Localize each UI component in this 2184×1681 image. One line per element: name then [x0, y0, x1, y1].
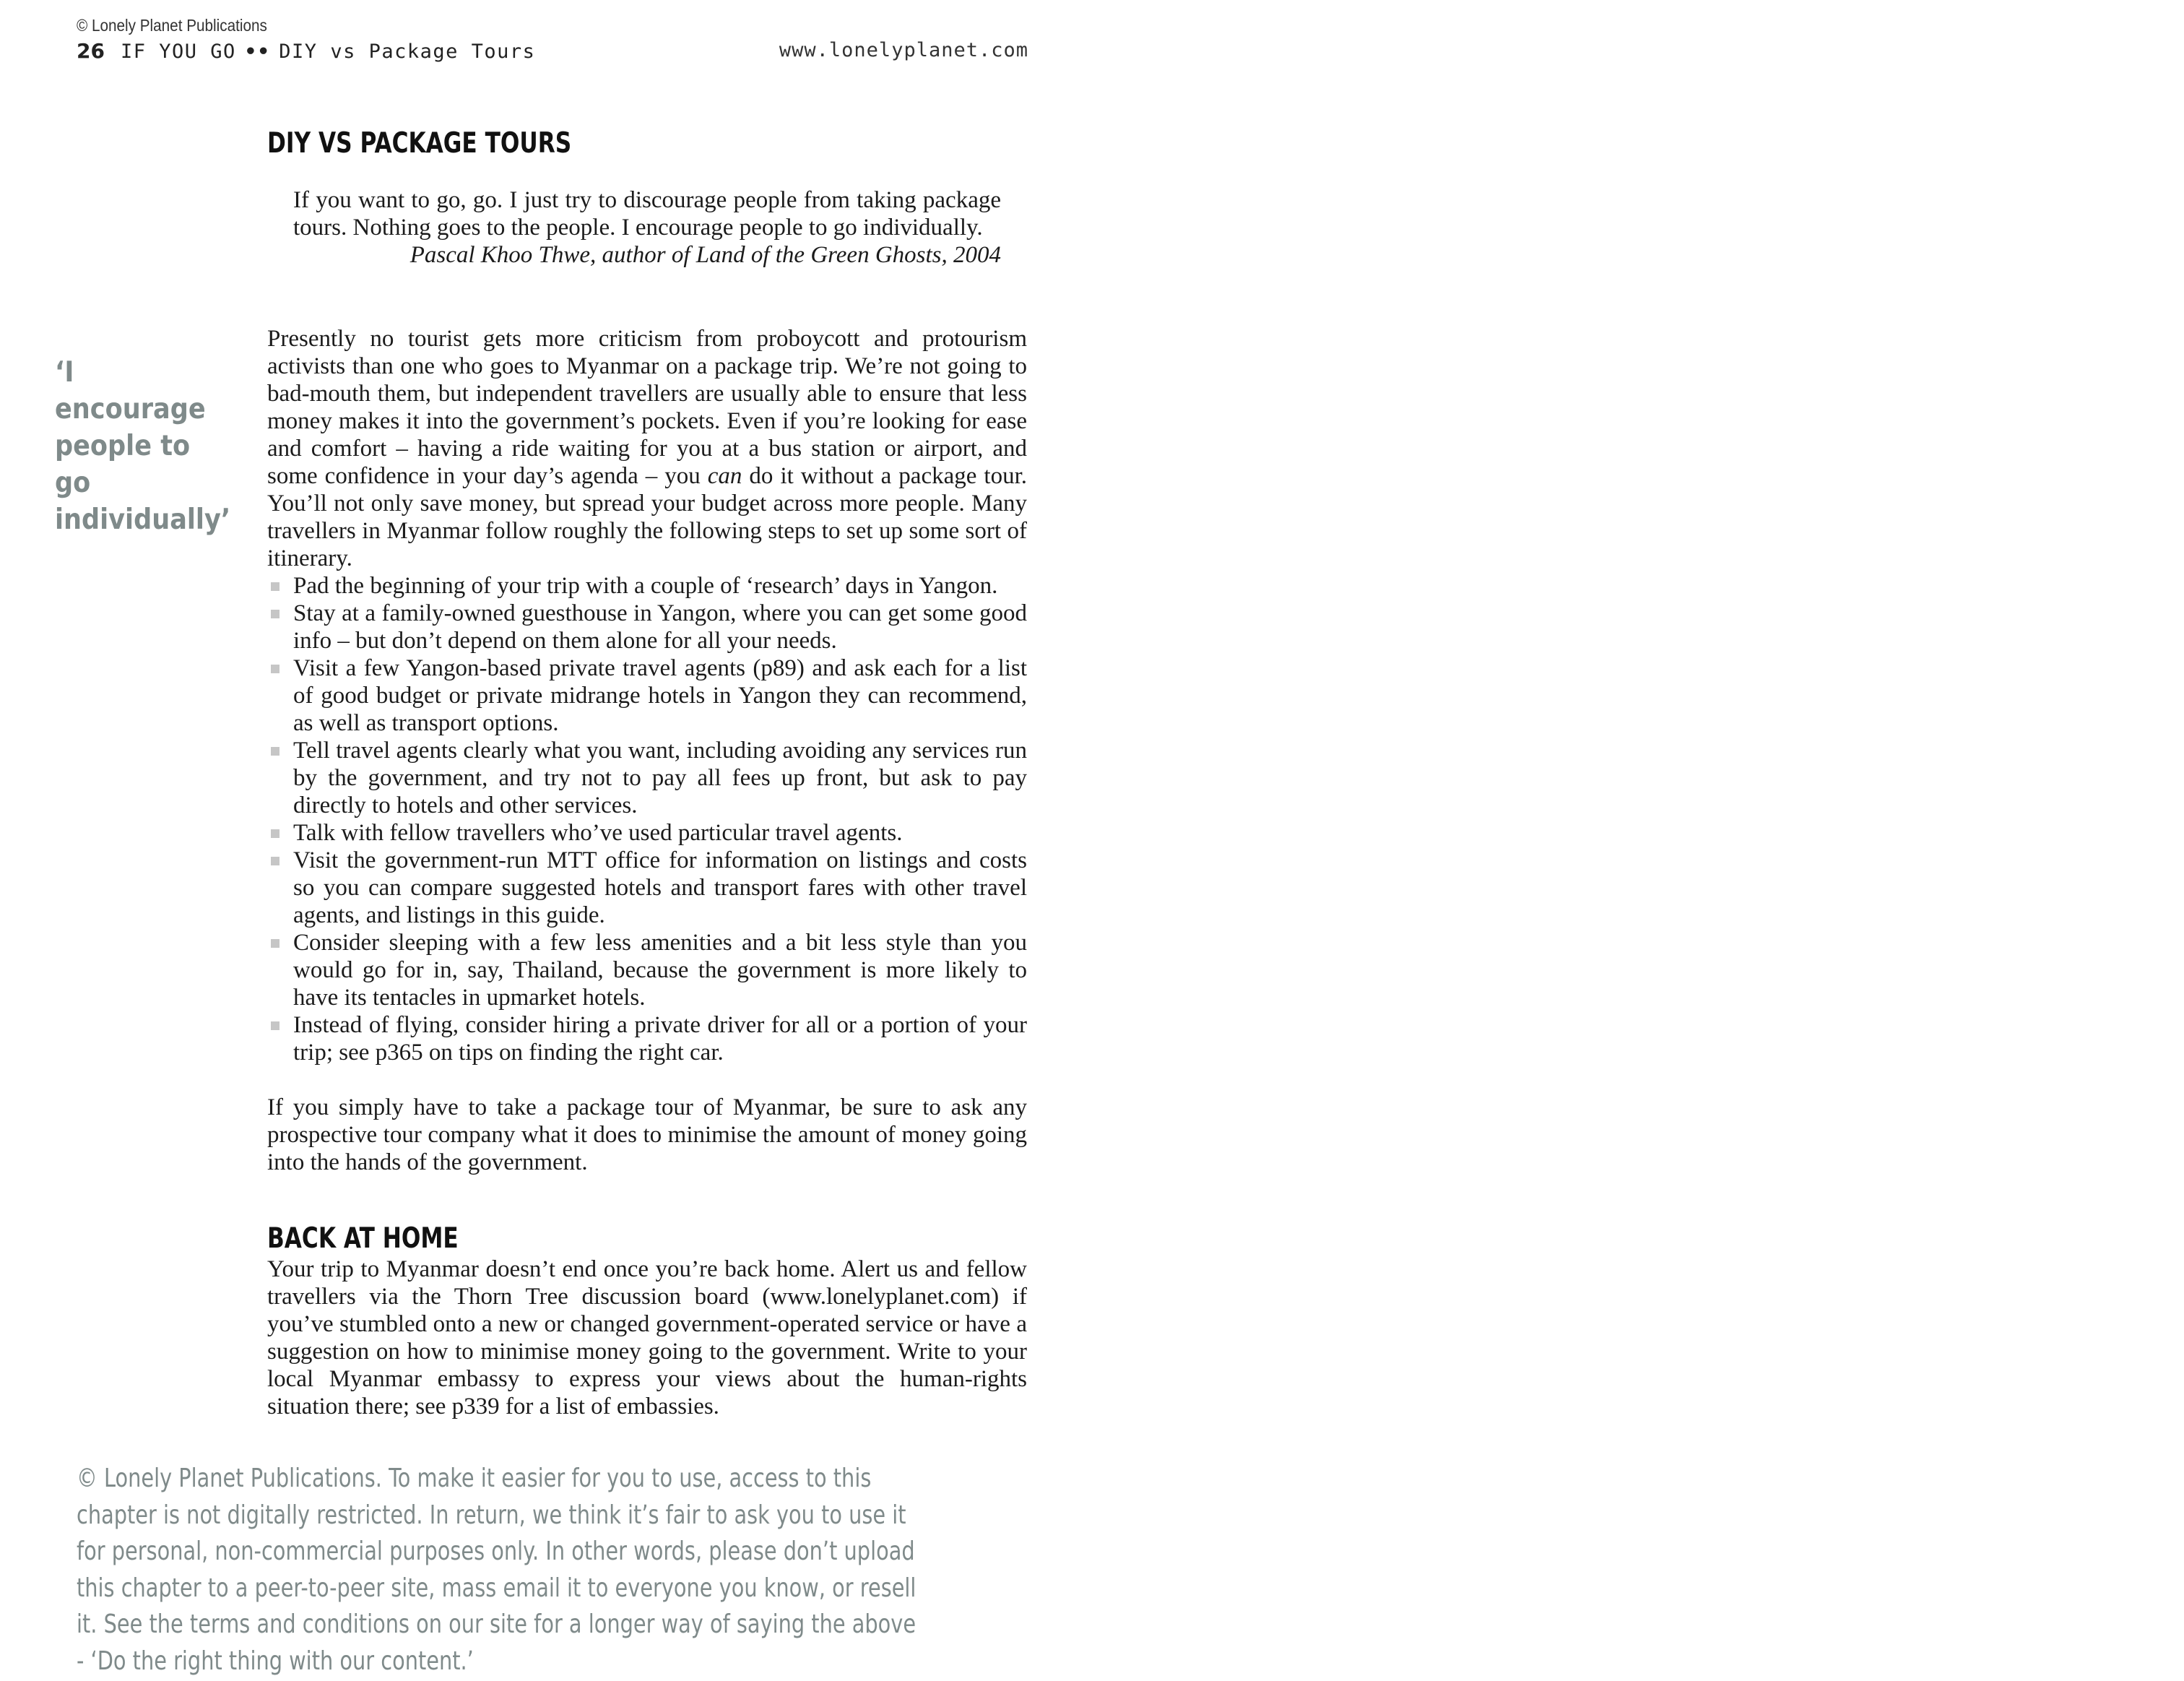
- closing-paragraph: If you simply have to take a package tour of Myanmar, be sure to ask any prospective tour company what it does to minimise the amount of money going into the hands of the government.: [267, 1094, 1027, 1175]
- square-bullet-icon: [271, 747, 280, 756]
- square-bullet-icon: [271, 610, 280, 618]
- list-item: [267, 929, 1027, 1011]
- epigraph-quote: If you want to go, go. I just try to discourage people from taking package tours. Nothing goes to the people. I encourage people to go individually.: [293, 187, 1001, 241]
- diy-body: [267, 325, 1027, 1176]
- list-item-text: Visit a few Yangon-based private travel agents (p89) and ask each for a list of good budget or private midrange hotels in Yangon they can recommend, as well as transport options.: [293, 655, 1027, 736]
- back-at-home-paragraph: Your trip to Myanmar doesn’t end once you’re back home. Alert us and fellow travellers via the Thorn Tree discussion board (www.lonelyplanet.com) if you’ve stumbled onto a new or changed government-operated service or have a suggestion on how to minimise money going to the government. Write to your local Myanmar embassy to express your views about the human-rights situation there; see p339 for a list of embassies.: [267, 1256, 1027, 1419]
- square-bullet-icon: [271, 665, 280, 673]
- list-item-text: Visit the government-run MTT office for information on listings and costs so you can compare suggested hotels and transport fares with other travel agents, and listings in this guide.: [293, 847, 1027, 928]
- itinerary-steps-list: [267, 572, 1027, 1066]
- list-item-text: Pad the beginning of your trip with a couple of ‘research’ days in Yangon.: [293, 573, 998, 599]
- header-copyright: © Lonely Planet Publications: [77, 16, 267, 35]
- list-item: [267, 572, 1027, 600]
- list-item: [267, 847, 1027, 929]
- chapter-title: IF YOU GO: [120, 40, 236, 63]
- list-item-text: Tell travel agents clearly what you want, including avoiding any services run by the government, and try not to pay all fees up front, but ask to pay directly to hotels and other services.: [293, 738, 1027, 818]
- diy-heading: DIY VS PACKAGE TOURS: [267, 127, 572, 160]
- square-bullet-icon: [271, 582, 280, 591]
- running-head-left: [77, 39, 535, 63]
- intro-emphasis: can: [707, 463, 742, 489]
- website-url: www.lonelyplanet.com: [779, 39, 1028, 61]
- copyright-notice: © Lonely Planet Publications. To make it easier for you to use, access to this chapter is not digitally restricted. In return, we think it’s fair to ask you to use it for personal, non-commercial purposes only. In other words, please don’t upload this chapter to a peer-to-peer site, mass email it to everyone you know, or resell it. See the terms and conditions on our site for a longer way of saying the above - ‘Do the right thing with our content.’: [77, 1464, 916, 1676]
- back-at-home-body: [267, 1256, 1027, 1420]
- epigraph: [293, 186, 1001, 269]
- back-at-home-heading: BACK AT HOME: [267, 1222, 459, 1255]
- epigraph-attribution: Pascal Khoo Thwe, author of Land of the Green Ghosts, 2004: [410, 242, 1001, 268]
- running-head: [77, 39, 1028, 68]
- intro-paragraph: [267, 325, 1027, 572]
- square-bullet-icon: [271, 829, 280, 838]
- square-bullet-icon: [271, 939, 280, 948]
- list-item-text: Instead of flying, consider hiring a private driver for all or a portion of your trip; see p365 on tips on finding the right car.: [293, 1012, 1027, 1066]
- section-title: DIY vs Package Tours: [279, 40, 536, 63]
- list-item: [267, 819, 1027, 847]
- page-number: 26: [77, 39, 105, 63]
- list-item: [267, 1011, 1027, 1066]
- list-item: [267, 654, 1027, 737]
- intro-text-start: Presently no tourist gets more criticism from proboycott and protourism activists than one who goes to Myanmar on a package trip. We’re not going to bad-mouth them, but independent travellers are usually able to ensure that less money makes it into the government’s pockets. Even if you’re looking for ease and comfort – having a ride waiting for you at a bus station or airport, and some confidence in your day’s agenda – you: [267, 326, 1027, 489]
- running-head-separator: ••: [244, 40, 271, 63]
- list-item-text: Talk with fellow travellers who’ve used particular travel agents.: [293, 820, 903, 846]
- list-item-text: Consider sleeping with a few less amenities and a bit less style than you would go for in, say, Thailand, because the government is more likely to have its tentacles in upmarket hotels.: [293, 930, 1027, 1011]
- square-bullet-icon: [271, 857, 280, 865]
- pull-quote: ‘I encourage people to go individually’: [55, 356, 231, 536]
- list-item: [267, 600, 1027, 654]
- list-item-text: Stay at a family-owned guesthouse in Yangon, where you can get some good info – but don’t depend on them alone for all your needs.: [293, 600, 1027, 654]
- intro-text-end: do it without a package tour. You’ll not only save money, but spread your budget across more people. Many travellers in Myanmar follow roughly the following steps to set up some sort of itinerary.: [267, 463, 1027, 571]
- list-item: [267, 737, 1027, 819]
- square-bullet-icon: [271, 1021, 280, 1030]
